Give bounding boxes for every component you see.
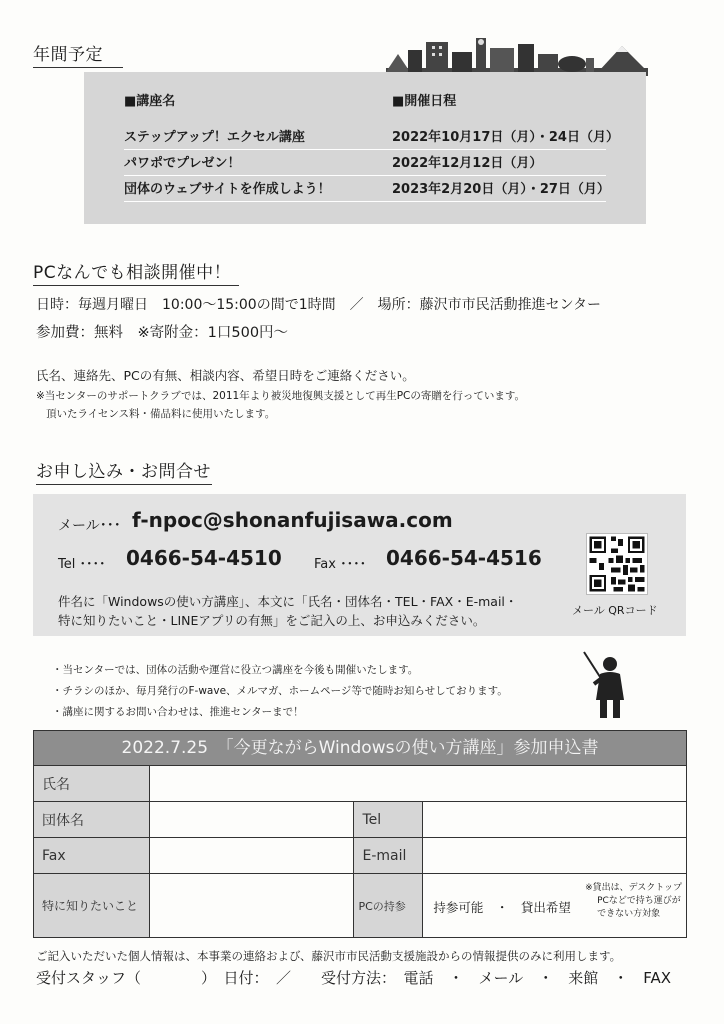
email-field[interactable] bbox=[423, 838, 687, 874]
contact-fax: 0466-54-4516 bbox=[386, 546, 542, 570]
pc-label: PCの持参 bbox=[354, 874, 423, 938]
schedule-row bbox=[124, 126, 619, 150]
application-form bbox=[33, 765, 687, 938]
mail-label: メール･･･ bbox=[58, 518, 121, 534]
course-date: 2022年12月12日（月） bbox=[392, 156, 543, 171]
wish-label: 特に知りたいこと bbox=[34, 874, 150, 938]
course-name: ステップアップ！エクセル講座 bbox=[124, 130, 305, 145]
schedule-box bbox=[84, 72, 646, 224]
name-label: 氏名 bbox=[34, 766, 150, 802]
fax-label: Fax ････ bbox=[314, 557, 367, 572]
city-skyline-illustration bbox=[386, 36, 648, 76]
wish-field[interactable] bbox=[149, 874, 354, 938]
contact-tel[interactable]: 0466-54-4510 bbox=[126, 546, 282, 570]
tel-label: Tel ････ bbox=[58, 557, 106, 572]
consult-contact-instructions: 氏名、連絡先、PCの有無、相談内容、希望日時をご連絡ください。 bbox=[36, 368, 415, 383]
pc-note: ※貸出は、デスクトップ PCなどで持ち運びが できない方対象 bbox=[585, 883, 682, 919]
qr-code-icon[interactable] bbox=[586, 533, 648, 595]
course-date: 2023年2月20日（月）・27日（月） bbox=[392, 182, 610, 197]
privacy-notice: ご記入いただいた個人情報は、本事業の連絡および、藤沢市市民活動支援施設からの情報提供のみに利用します。 bbox=[36, 949, 622, 963]
schedule-row bbox=[124, 178, 610, 202]
tel-field[interactable] bbox=[423, 802, 687, 838]
schedule-col-date: ■開催日程 bbox=[392, 94, 457, 109]
presenter-figure-icon bbox=[580, 650, 634, 720]
tel-field-label: Tel bbox=[354, 802, 423, 838]
note-item: ・当センターでは、団体の活動や運営に役立つ講座を今後も開催いたします。 bbox=[52, 664, 419, 676]
consult-heading: PCなんでも相談開催中！ bbox=[33, 258, 239, 286]
pc-field[interactable] bbox=[423, 874, 687, 938]
schedule-header-row bbox=[124, 90, 606, 109]
consult-note-1: ※当センターのサポートクラブでは、2011年より被災地復興支援として再生PCの寄贈を行っています。 bbox=[36, 390, 526, 402]
qr-label: メール QRコード bbox=[572, 604, 658, 617]
consult-fee: 参加費：無料 ※寄附金：1口500円～ bbox=[36, 325, 289, 341]
consult-datetime-place: 日時：毎週月曜日 10:00～15:00の間で1時間 ／ 場所：藤沢市市民活動推進センター bbox=[36, 297, 602, 313]
application-instructions-2: 特に知りたいこと・LINEアプリの有無」をご記入の上、お申込みください。 bbox=[58, 613, 486, 628]
contact-email[interactable]: f-npoc@shonanfujisawa.com bbox=[132, 508, 453, 532]
note-item: ・チラシのほか、毎月発行のF-wave、メルマガ、ホームページ等で随時お知らせしております。 bbox=[52, 685, 508, 697]
consult-note-2: 頂いたライセンス料・備品料に使用いたします。 bbox=[46, 408, 276, 420]
schedule-col-name: ■講座名 bbox=[124, 94, 176, 109]
contact-heading: お申し込み・お問合せ bbox=[36, 457, 212, 485]
fax-field[interactable] bbox=[149, 838, 354, 874]
course-name: パワポでプレゼン！ bbox=[124, 156, 241, 171]
schedule-heading: 年間予定 bbox=[33, 40, 123, 68]
name-field[interactable] bbox=[149, 766, 686, 802]
application-form-title: 2022.7.25 「今更ながらWindowsの使い方講座」参加申込書 bbox=[33, 730, 687, 765]
group-field[interactable] bbox=[149, 802, 354, 838]
note-item: ・講座に関するお問い合わせは、推進センターまで！ bbox=[52, 706, 304, 718]
staff-record-line: 受付スタッフ（ ） 日付： ／ 受付方法： 電話 ・ メール ・ 来館 ・ FAX bbox=[36, 969, 671, 987]
course-name: 団体のウェブサイトを作成しよう！ bbox=[124, 182, 331, 197]
pc-options[interactable]: 持参可能 ・ 貸出希望 bbox=[433, 900, 571, 915]
schedule-row bbox=[124, 152, 606, 176]
application-instructions-1: 件名に「Windowsの使い方講座」、本文に「氏名・団体名・TEL・FAX・E-mail・ bbox=[58, 594, 518, 609]
group-label: 団体名 bbox=[34, 802, 150, 838]
fax-field-label: Fax bbox=[34, 838, 150, 874]
course-date: 2022年10月17日（月）・24日（月） bbox=[392, 130, 619, 145]
email-field-label: E-mail bbox=[354, 838, 423, 874]
